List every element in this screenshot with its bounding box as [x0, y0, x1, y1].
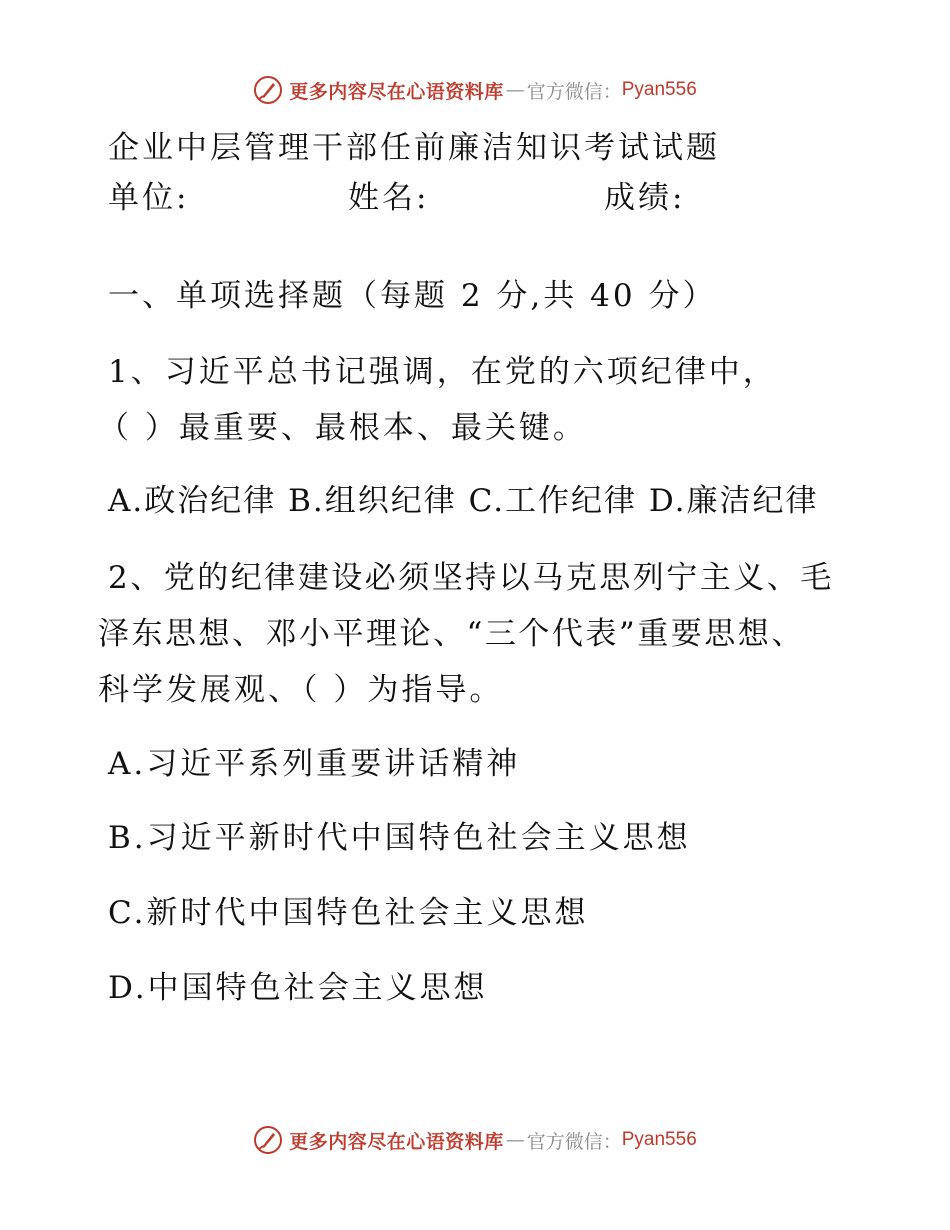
field-score-label: 成绩: — [604, 180, 686, 216]
question-1-options: A.政治纪律 B.组织纪律 C.工作纪律 D.廉洁纪律 — [108, 483, 819, 519]
exam-fields — [108, 178, 868, 218]
question-2-option-c: C.新时代中国特色社会主义思想 — [108, 895, 589, 931]
footer-watermark — [0, 1120, 950, 1160]
question-2-option-b: B.习近平新时代中国特色社会主义思想 — [108, 820, 691, 856]
watermark-text: 更多内容尽在心语资料库 — [289, 1130, 504, 1153]
field-unit-label: 单位: — [108, 180, 190, 216]
watermark-contact-label: 官方微信： — [526, 80, 622, 103]
watermark-contact-id: Pyan556 — [621, 79, 697, 100]
question-1-stem-line-1: 1、习近平总书记强调，在党的六项纪律中， — [108, 354, 777, 390]
watermark-separator: — — [505, 1129, 525, 1151]
feather-pen-logo-icon — [253, 75, 283, 105]
question-2-stem-line-3: 科学发展观、（ ）为指导。 — [98, 672, 504, 708]
header-watermark — [0, 70, 950, 110]
watermark-text: 更多内容尽在心语资料库 — [289, 80, 504, 103]
question-2-stem-line-1: 2、党的纪律建设必须坚持以马克思列宁主义、毛 — [108, 560, 834, 596]
watermark-contact-id: Pyan556 — [621, 1129, 697, 1150]
field-name-label: 姓名: — [348, 180, 430, 216]
section-heading: 一、单项选择题（每题 2 分,共 40 分） — [108, 278, 717, 314]
question-2-option-a: A.习近平系列重要讲话精神 — [108, 746, 521, 782]
question-1-stem-line-2: （ ）最重要、最根本、最关键。 — [98, 410, 587, 446]
watermark-separator: — — [505, 79, 525, 101]
question-2-option-d: D.中国特色社会主义思想 — [108, 970, 488, 1006]
watermark-contact-label: 官方微信： — [526, 1130, 622, 1153]
document-title: 企业中层管理干部任前廉洁知识考试试题 — [108, 130, 720, 166]
feather-pen-logo-icon — [253, 1125, 283, 1155]
question-2-stem-line-2: 泽东思想、邓小平理论、“三个代表”重要思想、 — [98, 616, 805, 652]
